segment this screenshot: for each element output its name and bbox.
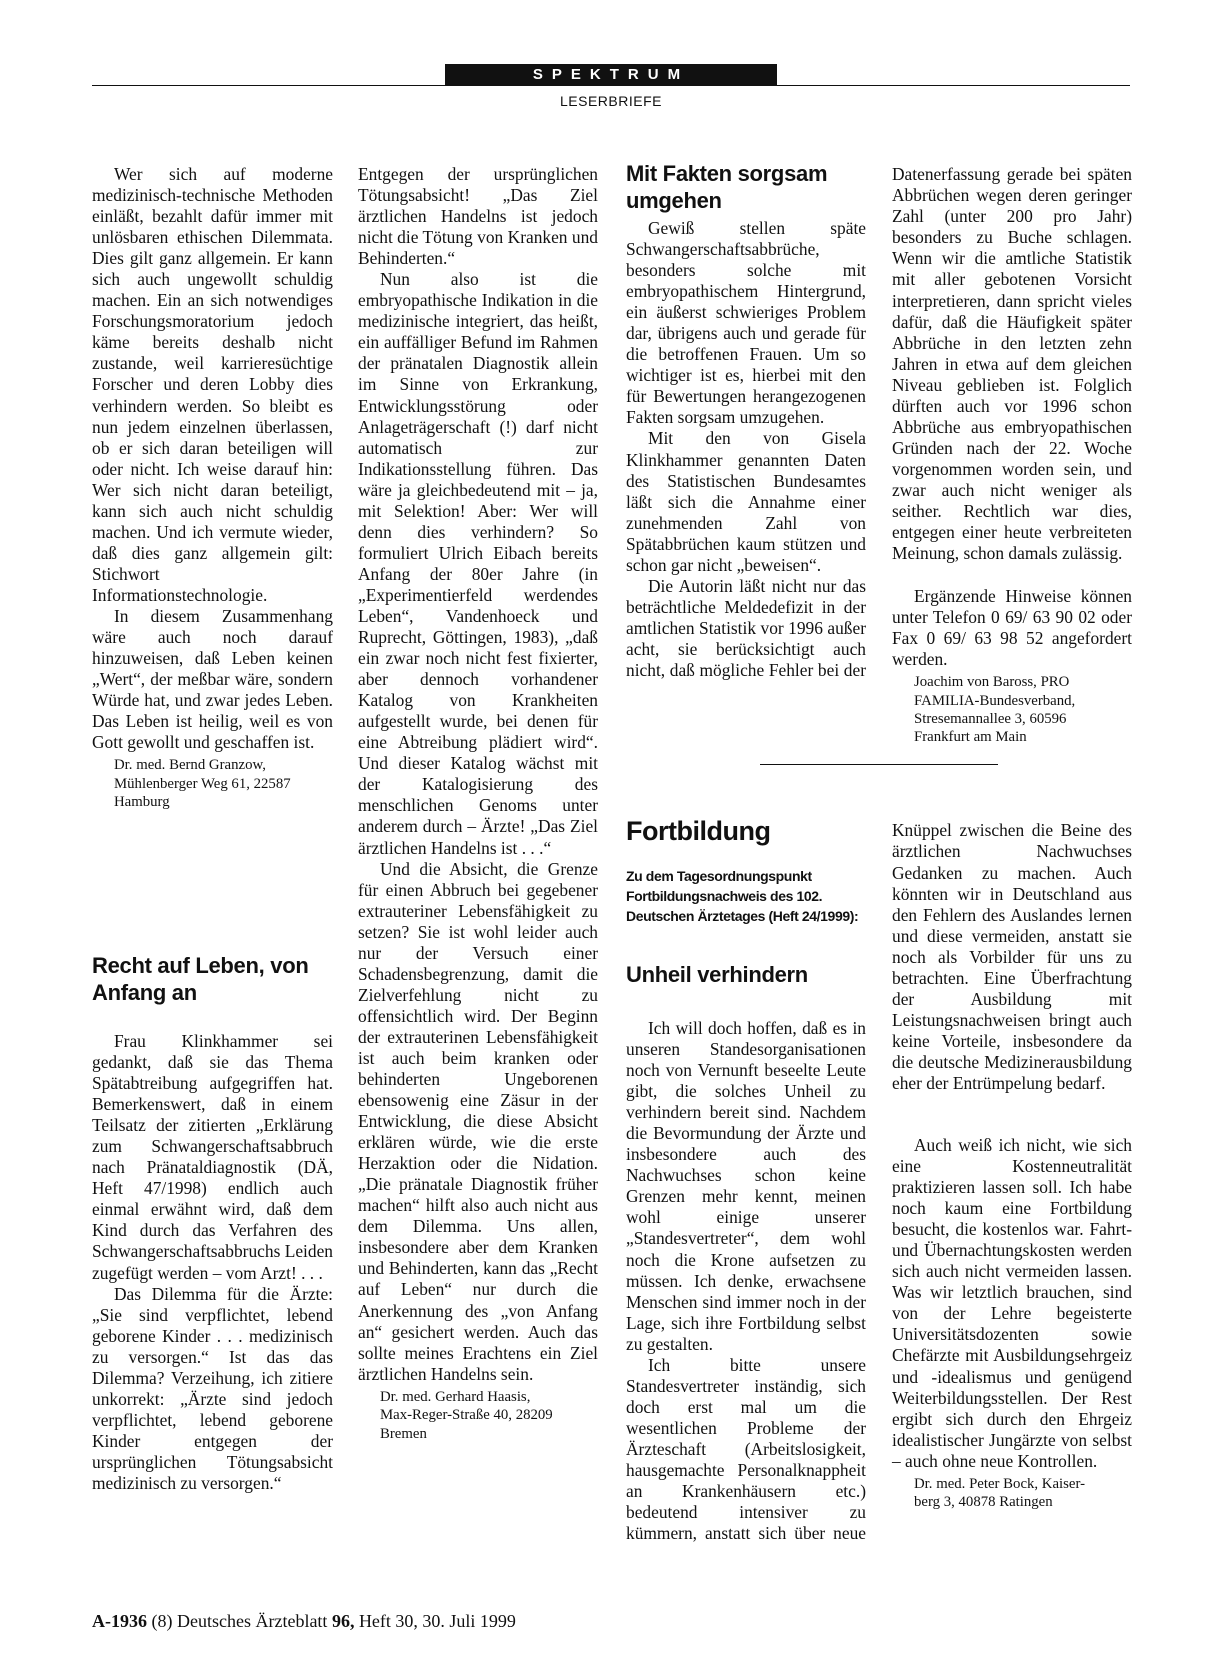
letter-paragraph: Ich bitte unsere Standesvertreter inständig, sich doch erst mal um die wesentlichen Probleme der Ärzteschaft (Arbeitslosigkeit, hausgemachte Personalknappheit an Krankenhäusern etc.) bedeutend intensiver zu kümmern, anstatt sich über neue [626,1354,866,1544]
letter-paragraph: Und die Absicht, die Grenze für einen Abbruch bei gegebener extrauteriner Lebensfähigkeit zu setzen? Sie ist wohl leider auch nur der Versuch einer Schadensbegrenzung, damit die Zielverfehlung nicht zu offensichtlich wird. Der Beginn der extrauterinen Lebensfähigkeit ist auch beim kranken oder behinderten Ungeborenen ebensowenig eine Zäsur in der Entwicklung, die diese Absicht erklären würde, wie die erste Herzaktion oder die Nidation. „Die pränatale Diagnostik früher machen“ hilft also auch nicht aus dem Dilemma. Uns allen, insbesondere aber dem Kranken und Behinderten, kann das „Recht auf Leben“ nur durch die Anerkennung des „von Anfang an“ gesichert werden. Auch das sollte meines Erachtens ein Ziel ärztlichen Handelns sein. [358,858,598,1384]
letter-paragraph-continued [892,164,1132,586]
letter-paragraph: Wer sich auf moderne medizinisch-technische Methoden einläßt, bezahlt dafür immer mit unlösbaren ethischen Dilemmata. Dies gilt ganz allgemein. Er kann sich auch ungewollt schuldig machen. Ein an sich notwendiges Forschungsmoratorium jedoch käme bereits deshalb nicht zustande, weil karrieresüchtige Forscher und deren Lobby dies verhindern werden. So bleibt es nun jedem einzelnen überlassen, ob er sich daran beteiligen will oder nicht. Ich weise darauf hin: Wer sich nicht daran beteiligt, kann sich auch nicht schuldig machen. Und ich vermute wieder, daß dies ganz allgemein gilt: Stichwort Informationstechnologie. [92,164,333,605]
section-header-bar [445,64,777,86]
section-title: SPEKTRUM [532,66,690,83]
signature-line: Max-Reger-Straße 40, 28209 [380,1407,553,1424]
letter-paragraph: Ich will doch hoffen, daß es in unseren Standesorganisationen noch von Vernunft beseelte Leute gibt, die solches Unheil zu verhindern bereit sind. Nachdem die Bevormundung der Ärzte und insbesondere auch des Nachwuchses schon keine Grenzen mehr kennt, meinen wohl einige unserer „Standesvertreter“, dem wohl noch die Krone aufsetzen zu müssen. Ich denke, erwachsene Menschen sind immer noch in der Lage, sich ihre Fortbildung selbst zu gestalten. [626,1018,866,1354]
signature-line: Bremen [380,1425,427,1442]
letter-title: Unheil verhindern [626,962,808,987]
letter-title: Recht auf Leben, von Anfang an [92,953,309,1005]
letter-paragraph: Nun also ist die embryopathische Indikation in die medizinische integriert, das heißt, ein auffälliger Befund im Rahmen der pränatalen Diagnostik allein im Sinne von Erkrankung, Entwicklungsstörung oder Anlageträgerschaft (!) darf nicht automatisch zur Indikationsstellung führen. Das wäre ja gleichbedeutend mit – ja, mit Selektion! Aber: Wer will denn dies verhindern? So formuliert Ulrich Eibach bereits Anfang der 80er Jahre (in „Experimentierfeld werdendes Leben“, Vandenhoeck und Ruprecht, Göttingen, 1983), „daß ein zwar noch nicht fest fixierter, aber dennoch vorhandener Katalog von Krankheiten aufgestellt wurde, bei denen für eine Abtreibung plädiert wird“. Und dieser Katalog wächst mit der Katalogisierung des menschlichen Genoms unter anderem durch – Ärzte! „Das Ziel ärztlichen Handelns ist . . .“ [358,269,598,858]
letter-paragraph: Ergänzende Hinweise können unter Telefon 0 69/ 63 90 02 oder Fax 0 69/ 63 98 52 angefordert werden. [892,586,1132,670]
footer-publication: (8) Deutsches Ärzteblatt [151,1611,332,1631]
signature-line: Joachim von Baross, PRO [914,674,1070,691]
letter-signature [892,1475,1132,1512]
letter-paragraph: Entgegen der ursprünglichen Tötungsabsicht! „Das Ziel ärztlichen Handelns ist jedoch nicht die Tötung von Kranken und Behinderten.“ [358,164,598,269]
letter-paragraph: Frau Klinkhammer sei gedankt, daß sie das Thema Spätabtreibung aufgegriffen hat. Bemerkenswert, daß in einem Teilsatz der zitierten „Erklärung zum Schwangerschaftsabbruch nach Pränataldiagnostik (DÄ, Heft 47/1998) endlich auch einmal erwähnt wird, daß dem Kind durch das Verfahren des Schwangerschaftsabbruchs Leiden zugefügt werden – vom Arzt! . . . [92,1031,333,1283]
letter-paragraph: Gewiß stellen späte Schwangerschaftsabbrüche, besonders solche mit embryopathischem Hintergrund, ein äußerst schwieriges Problem dar, übrigens auch und gerade für die betroffenen Frauen. Um so wichtiger ist es, hierbei mit den für Bewertungen herangezogenen Fakten sorgsam umzugehen. [626,218,866,428]
column-2 [358,164,598,1443]
page-number: A-1936 [92,1611,147,1631]
header-rule [92,85,1130,86]
continued-text: Knüppel zwischen die Beine des ärztlichen Nachwuchses Gedanken zu machen. Auch könnten wir in Deutschland aus den Fehlern des Auslandes lernen und diese vermeiden, anstatt sie noch als Vorbilder für uns zu betrachten. Eine Überfrachtung der Ausbildung mit Leistungsnachweisen bringt auch keine Vorteile, insbesondere da die deutsche Medizinerausbildung eher der Entrümpelung bedarf. [892,820,1132,1093]
signature-line: Dr. med. Bernd Granzow, [114,757,266,774]
signature-line: Hamburg [114,794,170,811]
letter-unheil-body-a [626,1018,866,1544]
letter-paragraph: Das Dilemma für die Ärzte: „Sie sind verpflichtet, lebend geborene Kinder . . . medizinisch zu versorgen.“ Ist das das Dilemma? Verzeihung, ich zitiere unkorrekt: „Ärzte sind jedoch verpflichtet, lebend geborene Kinder entgegen der ursprünglichen Tötungsabsicht medizinisch zu versorgen.“ [92,1283,333,1493]
signature-line: Mühlenberger Weg 61, 22587 [114,775,291,792]
signature-line: Dr. med. Peter Bock, Kaiser- [914,1475,1086,1492]
letter-paragraph: Mit den von Gisela Klinkhammer genannten Daten des Statistischen Bundesamtes läßt sich die Annahme einer zunehmenden Zahl von Spätabbrüchen kaum stützen und schon gar nicht „beweisen“. [626,428,866,575]
signature-line: berg 3, 40878 Ratingen [914,1494,1053,1511]
signature-line: Stresemannallee 3, 60596 [914,711,1067,727]
signature-line: Dr. med. Gerhard Haasis, [380,1388,531,1405]
column-1 [92,164,333,812]
letter-fakten-body-a [626,218,866,681]
signature-line: FAMILIA-Bundesverband, [914,692,1076,709]
rubric-title: Fortbildung [626,816,771,846]
footer-volume: 96, [331,1611,355,1631]
letter-paragraph: Auch weiß ich nicht, wie sich eine Kostenneutralität praktizieren lassen soll. Ich habe noch kaum eine Fortbildung besucht, die kostenlos war. Fahrt- und Übernachtungskosten werden sich auch nicht vermeiden lassen. Was wir letztlich brauchen, sind von der Lehre begeisterte Universitätsdozenten sowie Chefärzte mit Ausbildungsehrgeiz und -idealismus und genügend Weiterbildungsstellen. Der Rest ergibt sich durch den Ehrgeiz idealistischer Jungärzte von selbst – auch ohne neue Kontrollen. [892,1135,1132,1471]
footer-issue: Heft 30, 30. Juli 1999 [354,1611,516,1631]
letter-signature [892,673,1132,747]
letter-paragraph-continued [892,820,1132,1135]
letter-paragraph: Die Autorin läßt nicht nur das beträchtliche Meldedefizit in der amtlichen Statistik vor 1996 außer acht, sie berücksichtigt auch nicht, daß mögliche Fehler bei der [626,575,866,680]
letter-title: Mit Fakten sorgsam umgehen [626,161,828,213]
subsection-label: LESERBRIEFE [560,93,662,109]
letter-signature [358,1388,598,1443]
letter-recht-body [92,1031,333,1494]
column-4-top [892,164,1132,747]
column-4-bottom [892,820,1132,1512]
continued-text: Datenerfassung gerade bei späten Abbrüchen wegen deren geringer Zahl (unter 200 pro Jahr) besonders zu Buche schlagen. Wenn wir die amtliche Statistik mit aller gebotenen Vorsicht interpretieren, dann spricht vieles dafür, daß die Häufigkeit später Abbrüche in den letzten zehn Jahren in etwa auf dem gleichen Niveau geblieben ist. Folglich dürften auch vor 1996 schon Abbrüche aus embryopathischen Gründen nach der 22. Woche vorgenommen worden sein, und zwar auch nicht weniger als seither. Rechtlich war dies, entgegen einer heute verbreiteten Meinung, schon damals zulässig. [892,164,1132,564]
rubric-lead: Zu dem Tagesordnungspunkt Fortbildungsnachweis des 102. Deutschen Ärztetages (Heft 24/1999): [626,868,859,924]
signature-line: Frankfurt am Main [914,729,1027,746]
section-divider [760,764,998,765]
page-footer [92,1610,516,1632]
letter-paragraph: In diesem Zusammenhang wäre auch noch darauf hinzuweisen, daß Leben keinen „Wert“, der meßbar wäre, sondern Würde hat, und zwar jedes Leben. Das Leben ist heilig, weil es von Gott gewollt und geschaffen ist. [92,605,333,753]
letter-signature [92,756,333,811]
